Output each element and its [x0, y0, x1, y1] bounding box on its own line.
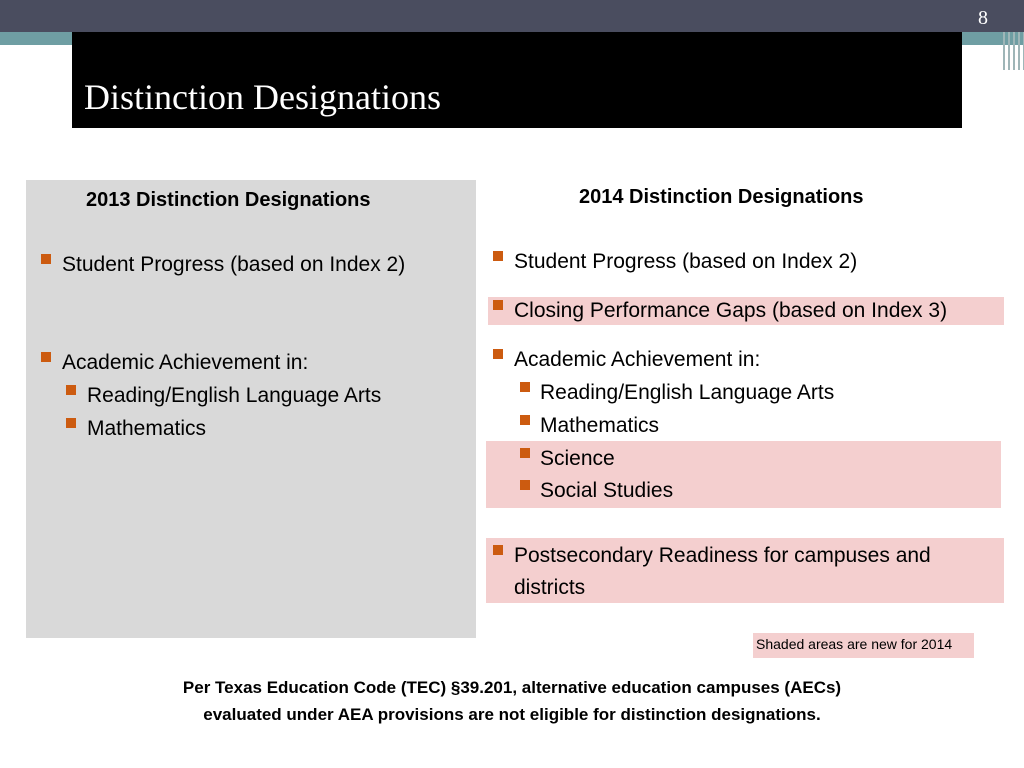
- footer-line-2: evaluated under AEA provisions are not eligible for distinction designations.: [203, 705, 821, 724]
- square-bullet-icon: [41, 352, 51, 362]
- subitem-2013-reading: Reading/English Language Arts: [87, 384, 382, 407]
- subitem-2014-social-studies: Social Studies: [540, 479, 674, 502]
- item-2014-postsecondary-readiness-cont: districts: [514, 576, 586, 599]
- footer-line-1: Per Texas Education Code (TEC) §39.201, alternative education campuses (AECs): [182, 678, 842, 697]
- shading-legend-text: Shaded areas are new for 2014: [756, 636, 953, 652]
- slide-top-bar: [0, 0, 1024, 32]
- square-bullet-icon: [493, 251, 503, 261]
- square-bullet-icon: [66, 385, 76, 395]
- page-number: 8: [978, 7, 988, 29]
- item-2014-closing-gaps: Closing Performance Gaps (based on Index 3): [514, 299, 948, 322]
- item-2013-student-progress: Student Progress (based on Index 2): [62, 253, 406, 276]
- item-2014-postsecondary-readiness: Postsecondary Readiness for campuses and: [514, 544, 931, 567]
- slide-title: Distinction Designations: [84, 77, 441, 117]
- heading-2013: 2013 Distinction Designations: [86, 189, 371, 211]
- item-2013-academic-achievement: Academic Achievement in:: [62, 351, 309, 374]
- square-bullet-icon: [520, 382, 530, 392]
- subitem-2014-science: Science: [540, 447, 615, 470]
- square-bullet-icon: [493, 545, 503, 555]
- item-2014-academic-achievement: Academic Achievement in:: [514, 348, 761, 371]
- square-bullet-icon: [41, 254, 51, 264]
- heading-2014: 2014 Distinction Designations: [579, 186, 864, 208]
- square-bullet-icon: [520, 480, 530, 490]
- square-bullet-icon: [493, 300, 503, 310]
- square-bullet-icon: [520, 448, 530, 458]
- square-bullet-icon: [493, 349, 503, 359]
- subitem-2013-mathematics: Mathematics: [87, 417, 207, 440]
- subitem-2014-mathematics: Mathematics: [540, 414, 660, 437]
- accent-stripe-left: [0, 32, 72, 45]
- square-bullet-icon: [520, 415, 530, 425]
- square-bullet-icon: [66, 418, 76, 428]
- item-2014-student-progress: Student Progress (based on Index 2): [514, 250, 858, 273]
- subitem-2014-reading: Reading/English Language Arts: [540, 381, 835, 404]
- decorative-vertical-lines: [1003, 32, 1024, 70]
